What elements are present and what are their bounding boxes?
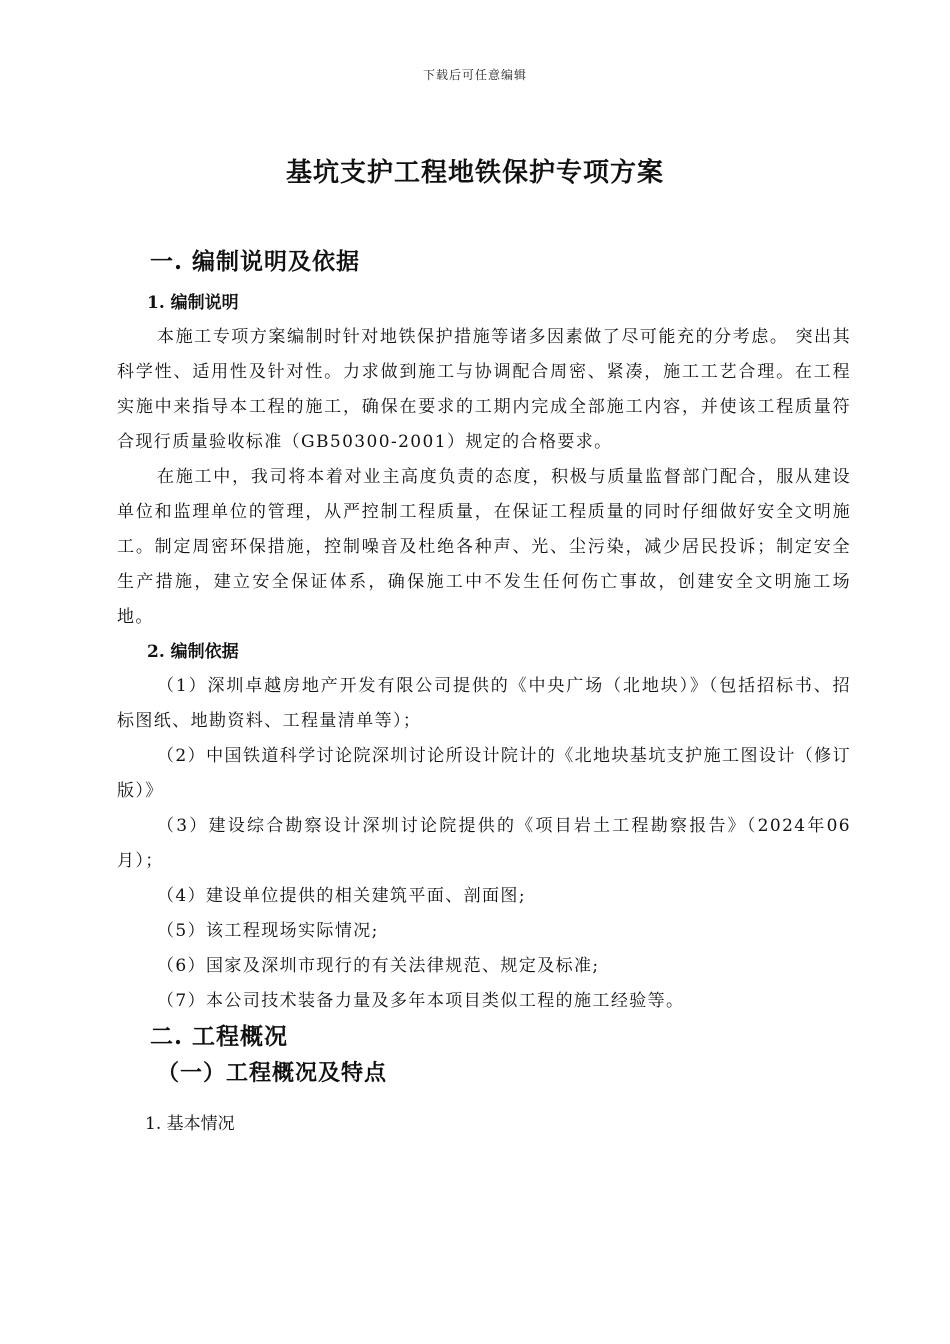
section-2-heading: 二. 工程概况 xyxy=(150,1023,289,1050)
document-body xyxy=(117,244,851,1139)
subsection-1-heading: 1. 编制说明 xyxy=(147,293,239,313)
basic-info-heading: 1. 基本情况 xyxy=(145,1114,235,1134)
basis-item-6: （6）国家及深圳市现行的有关法律规范、规定及标准; xyxy=(157,956,600,976)
section-1-heading: 一. 编制说明及依据 xyxy=(150,248,361,275)
basis-item-7: （7）本公司技术装备力量及多年本项目类似工程的施工经验等。 xyxy=(157,991,685,1011)
basis-item-5: （5）该工程现场实际情况; xyxy=(157,921,379,941)
page-header-note: 下载后可任意编辑 xyxy=(422,68,527,82)
basis-item-2: （2）中国铁道科学讨论院深圳讨论所设计院计的《北地块基坑支护施工图设计（修订版）》 xyxy=(117,746,851,801)
paragraph-compilation-1: 本施工专项方案编制时针对地铁保护措施等诸多因素做了尽可能充的分考虑。 突出其科学性、适用性及针对性。力求做到施工与协调配合周密、紧凑，施工工艺合理。在工程实施中来指导本工程的施工，确保在要求的工期内完成全部施工内容，并使该工程质量符合现行质量验收标准（GB50300-2001）规定的合格要求。 xyxy=(117,327,851,452)
basis-item-4: （4）建设单位提供的相关建筑平面、剖面图; xyxy=(157,886,526,906)
basis-item-3: （3）建设综合勘察设计深圳讨论院提供的《项目岩土工程勘察报告》（2024年06月）； xyxy=(117,816,851,871)
section-2-sub1-heading: （一）工程概况及特点 xyxy=(157,1060,388,1086)
basis-list xyxy=(117,669,851,1019)
basis-item-1: （1）深圳卓越房地产开发有限公司提供的《中央广场（北地块）》（包括招标书、招标图纸、地勘资料、工程量清单等）； xyxy=(117,676,851,731)
subsection-2-heading: 2. 编制依据 xyxy=(147,642,239,662)
paragraph-compilation-2: 在施工中，我司将本着对业主高度负责的态度，积极与质量监督部门配合，服从建设单位和监理单位的管理，从严控制工程质量，在保证工程质量的同时仔细做好安全文明施工。制定周密环保措施，控制噪音及杜绝各种声、光、尘污染，减少居民投诉；制定安全生产措施，建立安全保证体系，确保施工中不发生任何伤亡事故，创建安全文明施工场地。 xyxy=(117,467,851,627)
document-title: 基坑支护工程地铁保护专项方案 xyxy=(285,158,664,188)
